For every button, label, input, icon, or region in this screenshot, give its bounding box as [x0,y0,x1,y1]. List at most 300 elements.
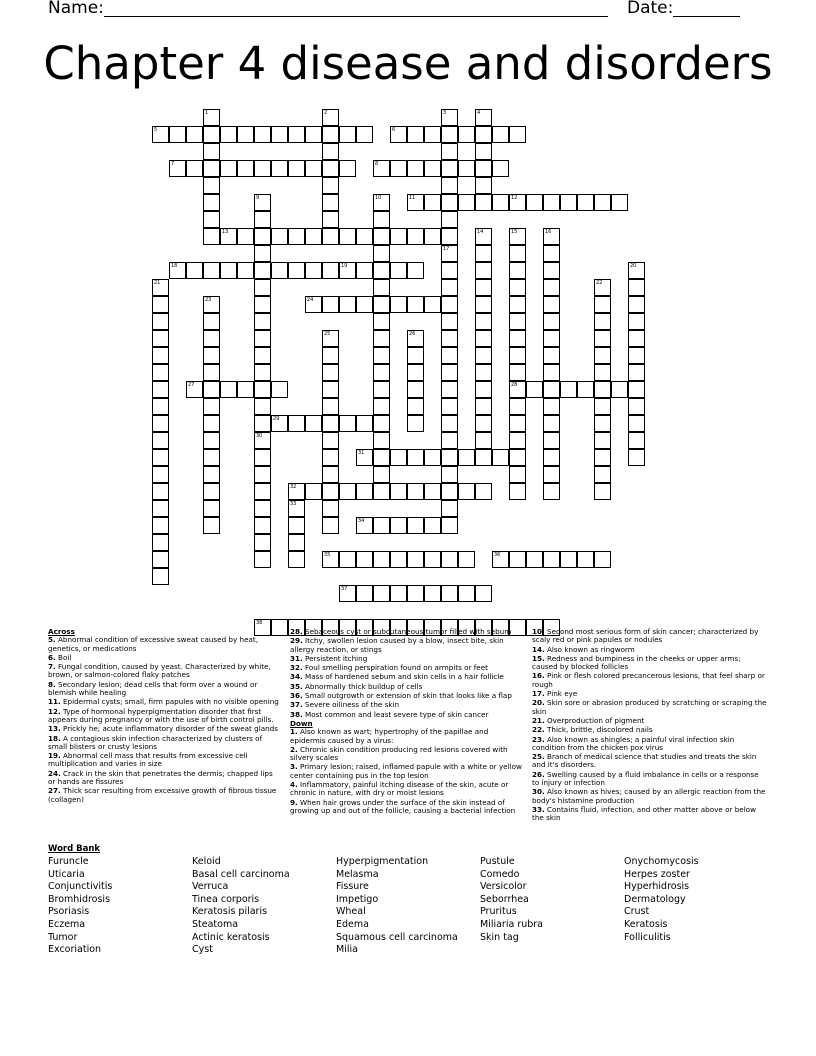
grid-cell[interactable] [322,381,339,398]
grid-cell[interactable] [288,160,305,177]
grid-cell[interactable] [407,126,424,143]
grid-cell[interactable] [390,517,407,534]
grid-cell[interactable] [373,262,390,279]
grid-cell[interactable] [543,262,560,279]
grid-cell[interactable] [628,262,645,279]
grid-cell[interactable] [373,279,390,296]
grid-cell[interactable] [407,347,424,364]
grid-cell[interactable] [475,194,492,211]
grid-cell[interactable] [254,500,271,517]
grid-cell[interactable] [407,364,424,381]
grid-cell[interactable] [152,500,169,517]
grid-cell[interactable] [509,483,526,500]
grid-cell[interactable] [373,483,390,500]
grid-cell[interactable] [543,364,560,381]
grid-cell[interactable] [475,347,492,364]
grid-cell[interactable] [390,296,407,313]
grid-cell[interactable] [560,381,577,398]
grid-cell[interactable] [628,347,645,364]
grid-cell[interactable] [543,449,560,466]
grid-cell[interactable] [424,483,441,500]
grid-cell[interactable] [543,381,560,398]
grid-cell[interactable] [254,432,271,449]
grid-cell[interactable] [407,296,424,313]
grid-cell[interactable] [509,381,526,398]
grid-cell[interactable] [509,262,526,279]
grid-cell[interactable] [424,296,441,313]
grid-cell[interactable] [254,483,271,500]
grid-cell[interactable] [424,517,441,534]
grid-cell[interactable] [169,262,186,279]
grid-cell[interactable] [441,177,458,194]
grid-cell[interactable] [441,160,458,177]
grid-cell[interactable] [543,296,560,313]
grid-cell[interactable] [509,551,526,568]
grid-cell[interactable] [305,126,322,143]
grid-cell[interactable] [203,177,220,194]
grid-cell[interactable] [373,449,390,466]
grid-cell[interactable] [594,381,611,398]
grid-cell[interactable] [458,194,475,211]
grid-cell[interactable] [424,449,441,466]
grid-cell[interactable] [254,347,271,364]
grid-cell[interactable] [509,330,526,347]
grid-cell[interactable] [509,126,526,143]
grid-cell[interactable] [407,160,424,177]
grid-cell[interactable] [509,296,526,313]
grid-cell[interactable] [322,364,339,381]
grid-cell[interactable] [288,551,305,568]
grid-cell[interactable] [441,194,458,211]
grid-cell[interactable] [356,415,373,432]
grid-cell[interactable] [305,415,322,432]
grid-cell[interactable] [543,551,560,568]
grid-cell[interactable] [288,415,305,432]
grid-cell[interactable] [373,313,390,330]
grid-cell[interactable] [543,466,560,483]
grid-cell[interactable] [458,160,475,177]
grid-cell[interactable] [356,551,373,568]
grid-cell[interactable] [254,279,271,296]
grid-cell[interactable] [543,415,560,432]
grid-cell[interactable] [594,466,611,483]
grid-cell[interactable] [594,483,611,500]
grid-cell[interactable] [254,211,271,228]
grid-cell[interactable] [628,279,645,296]
grid-cell[interactable] [169,160,186,177]
grid-cell[interactable] [254,466,271,483]
grid-cell[interactable] [407,415,424,432]
grid-cell[interactable] [543,347,560,364]
grid-cell[interactable] [169,126,186,143]
grid-cell[interactable] [152,296,169,313]
grid-cell[interactable] [254,228,271,245]
grid-cell[interactable] [441,500,458,517]
grid-cell[interactable] [322,296,339,313]
grid-cell[interactable] [254,534,271,551]
grid-cell[interactable] [288,262,305,279]
grid-cell[interactable] [611,194,628,211]
grid-cell[interactable] [509,466,526,483]
grid-cell[interactable] [509,415,526,432]
grid-cell[interactable] [305,483,322,500]
grid-cell[interactable] [203,466,220,483]
grid-cell[interactable] [458,585,475,602]
grid-cell[interactable] [322,415,339,432]
grid-cell[interactable] [594,330,611,347]
grid-cell[interactable] [407,483,424,500]
grid-cell[interactable] [543,432,560,449]
grid-cell[interactable] [407,330,424,347]
grid-cell[interactable] [237,262,254,279]
grid-cell[interactable] [254,449,271,466]
grid-cell[interactable] [322,466,339,483]
grid-cell[interactable] [152,432,169,449]
grid-cell[interactable] [254,296,271,313]
grid-cell[interactable] [152,330,169,347]
grid-cell[interactable] [373,432,390,449]
grid-cell[interactable] [152,449,169,466]
grid-cell[interactable] [509,279,526,296]
grid-cell[interactable] [186,126,203,143]
grid-cell[interactable] [424,228,441,245]
grid-cell[interactable] [152,415,169,432]
grid-cell[interactable] [611,381,628,398]
grid-cell[interactable] [339,296,356,313]
grid-cell[interactable] [407,517,424,534]
grid-cell[interactable] [203,364,220,381]
grid-cell[interactable] [424,126,441,143]
grid-cell[interactable] [475,160,492,177]
grid-cell[interactable] [441,585,458,602]
grid-cell[interactable] [441,551,458,568]
grid-cell[interactable] [254,330,271,347]
grid-cell[interactable] [203,500,220,517]
grid-cell[interactable] [271,228,288,245]
grid-cell[interactable] [373,517,390,534]
grid-cell[interactable] [237,381,254,398]
grid-cell[interactable] [441,262,458,279]
grid-cell[interactable] [339,228,356,245]
grid-cell[interactable] [475,228,492,245]
grid-cell[interactable] [475,262,492,279]
grid-cell[interactable] [203,347,220,364]
grid-cell[interactable] [458,483,475,500]
grid-cell[interactable] [475,245,492,262]
grid-cell[interactable] [322,228,339,245]
grid-cell[interactable] [254,160,271,177]
grid-cell[interactable] [475,432,492,449]
grid-cell[interactable] [373,330,390,347]
grid-cell[interactable] [237,160,254,177]
grid-cell[interactable] [356,126,373,143]
grid-cell[interactable] [152,126,169,143]
grid-cell[interactable] [356,296,373,313]
grid-cell[interactable] [441,279,458,296]
grid-cell[interactable] [203,109,220,126]
grid-cell[interactable] [373,466,390,483]
grid-cell[interactable] [254,313,271,330]
grid-cell[interactable] [152,534,169,551]
grid-cell[interactable] [271,126,288,143]
grid-cell[interactable] [390,160,407,177]
grid-cell[interactable] [441,126,458,143]
grid-cell[interactable] [560,551,577,568]
grid-cell[interactable] [475,126,492,143]
grid-cell[interactable] [543,245,560,262]
grid-cell[interactable] [254,364,271,381]
grid-cell[interactable] [628,449,645,466]
grid-cell[interactable] [322,347,339,364]
grid-cell[interactable] [203,449,220,466]
grid-cell[interactable] [475,177,492,194]
grid-cell[interactable] [373,364,390,381]
grid-cell[interactable] [152,568,169,585]
grid-cell[interactable] [628,415,645,432]
grid-cell[interactable] [220,228,237,245]
grid-cell[interactable] [152,517,169,534]
grid-cell[interactable] [254,551,271,568]
grid-cell[interactable] [254,398,271,415]
grid-cell[interactable] [203,143,220,160]
grid-cell[interactable] [543,313,560,330]
grid-cell[interactable] [203,194,220,211]
grid-cell[interactable] [322,432,339,449]
grid-cell[interactable] [339,160,356,177]
grid-cell[interactable] [271,381,288,398]
grid-cell[interactable] [305,160,322,177]
grid-cell[interactable] [424,551,441,568]
grid-cell[interactable] [424,585,441,602]
grid-cell[interactable] [373,160,390,177]
grid-cell[interactable] [628,330,645,347]
grid-cell[interactable] [594,279,611,296]
grid-cell[interactable] [390,551,407,568]
grid-cell[interactable] [288,534,305,551]
grid-cell[interactable] [373,228,390,245]
grid-cell[interactable] [390,449,407,466]
grid-cell[interactable] [203,432,220,449]
grid-cell[interactable] [594,313,611,330]
grid-cell[interactable] [475,398,492,415]
grid-cell[interactable] [271,160,288,177]
grid-cell[interactable] [407,228,424,245]
grid-cell[interactable] [322,177,339,194]
grid-cell[interactable] [594,398,611,415]
grid-cell[interactable] [152,279,169,296]
grid-cell[interactable] [543,483,560,500]
grid-cell[interactable] [475,483,492,500]
grid-cell[interactable] [203,381,220,398]
grid-cell[interactable] [152,364,169,381]
grid-cell[interactable] [458,126,475,143]
grid-cell[interactable] [441,347,458,364]
grid-cell[interactable] [356,483,373,500]
grid-cell[interactable] [543,194,560,211]
grid-cell[interactable] [594,551,611,568]
grid-cell[interactable] [152,551,169,568]
grid-cell[interactable] [577,381,594,398]
grid-cell[interactable] [220,381,237,398]
grid-cell[interactable] [203,483,220,500]
grid-cell[interactable] [628,381,645,398]
grid-cell[interactable] [628,398,645,415]
grid-cell[interactable] [441,483,458,500]
grid-cell[interactable] [390,262,407,279]
grid-cell[interactable] [509,449,526,466]
grid-cell[interactable] [254,517,271,534]
grid-cell[interactable] [424,160,441,177]
grid-cell[interactable] [509,245,526,262]
grid-cell[interactable] [475,585,492,602]
grid-cell[interactable] [543,279,560,296]
grid-cell[interactable] [356,228,373,245]
grid-cell[interactable] [390,126,407,143]
grid-cell[interactable] [594,364,611,381]
grid-cell[interactable] [441,330,458,347]
grid-cell[interactable] [373,381,390,398]
grid-cell[interactable] [441,415,458,432]
grid-cell[interactable] [373,398,390,415]
grid-cell[interactable] [322,500,339,517]
grid-cell[interactable] [373,585,390,602]
grid-cell[interactable] [356,449,373,466]
grid-cell[interactable] [628,296,645,313]
grid-cell[interactable] [475,143,492,160]
grid-cell[interactable] [203,262,220,279]
grid-cell[interactable] [322,211,339,228]
grid-cell[interactable] [373,296,390,313]
grid-cell[interactable] [373,551,390,568]
grid-cell[interactable] [203,313,220,330]
grid-cell[interactable] [509,398,526,415]
grid-cell[interactable] [152,347,169,364]
grid-cell[interactable] [322,109,339,126]
grid-cell[interactable] [475,330,492,347]
grid-cell[interactable] [407,194,424,211]
grid-cell[interactable] [577,194,594,211]
grid-cell[interactable] [492,194,509,211]
grid-cell[interactable] [322,262,339,279]
grid-cell[interactable] [509,347,526,364]
grid-cell[interactable] [322,160,339,177]
grid-cell[interactable] [526,194,543,211]
grid-cell[interactable] [441,313,458,330]
grid-cell[interactable] [407,398,424,415]
grid-cell[interactable] [628,364,645,381]
grid-cell[interactable] [322,517,339,534]
grid-cell[interactable] [475,313,492,330]
grid-cell[interactable] [475,415,492,432]
grid-cell[interactable] [441,466,458,483]
grid-cell[interactable] [509,313,526,330]
grid-cell[interactable] [492,160,509,177]
grid-cell[interactable] [594,347,611,364]
grid-cell[interactable] [152,381,169,398]
grid-cell[interactable] [628,313,645,330]
grid-cell[interactable] [203,415,220,432]
grid-cell[interactable] [305,262,322,279]
grid-cell[interactable] [594,296,611,313]
grid-cell[interactable] [237,228,254,245]
grid-cell[interactable] [288,126,305,143]
grid-cell[interactable] [152,466,169,483]
grid-cell[interactable] [186,381,203,398]
grid-cell[interactable] [203,296,220,313]
grid-cell[interactable] [441,517,458,534]
grid-cell[interactable] [288,500,305,517]
grid-cell[interactable] [475,279,492,296]
grid-cell[interactable] [509,432,526,449]
grid-cell[interactable] [220,160,237,177]
grid-cell[interactable] [237,126,254,143]
grid-cell[interactable] [254,381,271,398]
grid-cell[interactable] [475,449,492,466]
grid-cell[interactable] [322,126,339,143]
grid-cell[interactable] [458,449,475,466]
grid-cell[interactable] [560,194,577,211]
grid-cell[interactable] [441,296,458,313]
grid-cell[interactable] [475,364,492,381]
grid-cell[interactable] [441,109,458,126]
grid-cell[interactable] [475,109,492,126]
grid-cell[interactable] [526,551,543,568]
grid-cell[interactable] [526,381,543,398]
grid-cell[interactable] [441,398,458,415]
grid-cell[interactable] [288,228,305,245]
grid-cell[interactable] [373,211,390,228]
grid-cell[interactable] [203,398,220,415]
grid-cell[interactable] [441,143,458,160]
grid-cell[interactable] [152,398,169,415]
grid-cell[interactable] [407,262,424,279]
grid-cell[interactable] [441,211,458,228]
grid-cell[interactable] [390,228,407,245]
grid-cell[interactable] [407,449,424,466]
grid-cell[interactable] [407,585,424,602]
grid-cell[interactable] [373,347,390,364]
grid-cell[interactable] [356,262,373,279]
grid-cell[interactable] [203,228,220,245]
grid-cell[interactable] [543,398,560,415]
grid-cell[interactable] [322,398,339,415]
grid-cell[interactable] [441,364,458,381]
grid-cell[interactable] [203,211,220,228]
grid-cell[interactable] [271,415,288,432]
grid-cell[interactable] [373,245,390,262]
grid-cell[interactable] [339,262,356,279]
grid-cell[interactable] [339,585,356,602]
grid-cell[interactable] [322,483,339,500]
grid-cell[interactable] [254,245,271,262]
grid-cell[interactable] [271,262,288,279]
grid-cell[interactable] [492,126,509,143]
grid-cell[interactable] [203,330,220,347]
grid-cell[interactable] [254,194,271,211]
grid-cell[interactable] [509,228,526,245]
grid-cell[interactable] [458,551,475,568]
grid-cell[interactable] [220,262,237,279]
grid-cell[interactable] [543,330,560,347]
grid-cell[interactable] [441,381,458,398]
grid-cell[interactable] [305,228,322,245]
grid-cell[interactable] [577,551,594,568]
grid-cell[interactable] [322,143,339,160]
grid-cell[interactable] [424,194,441,211]
grid-cell[interactable] [475,296,492,313]
grid-cell[interactable] [594,194,611,211]
grid-cell[interactable] [152,483,169,500]
